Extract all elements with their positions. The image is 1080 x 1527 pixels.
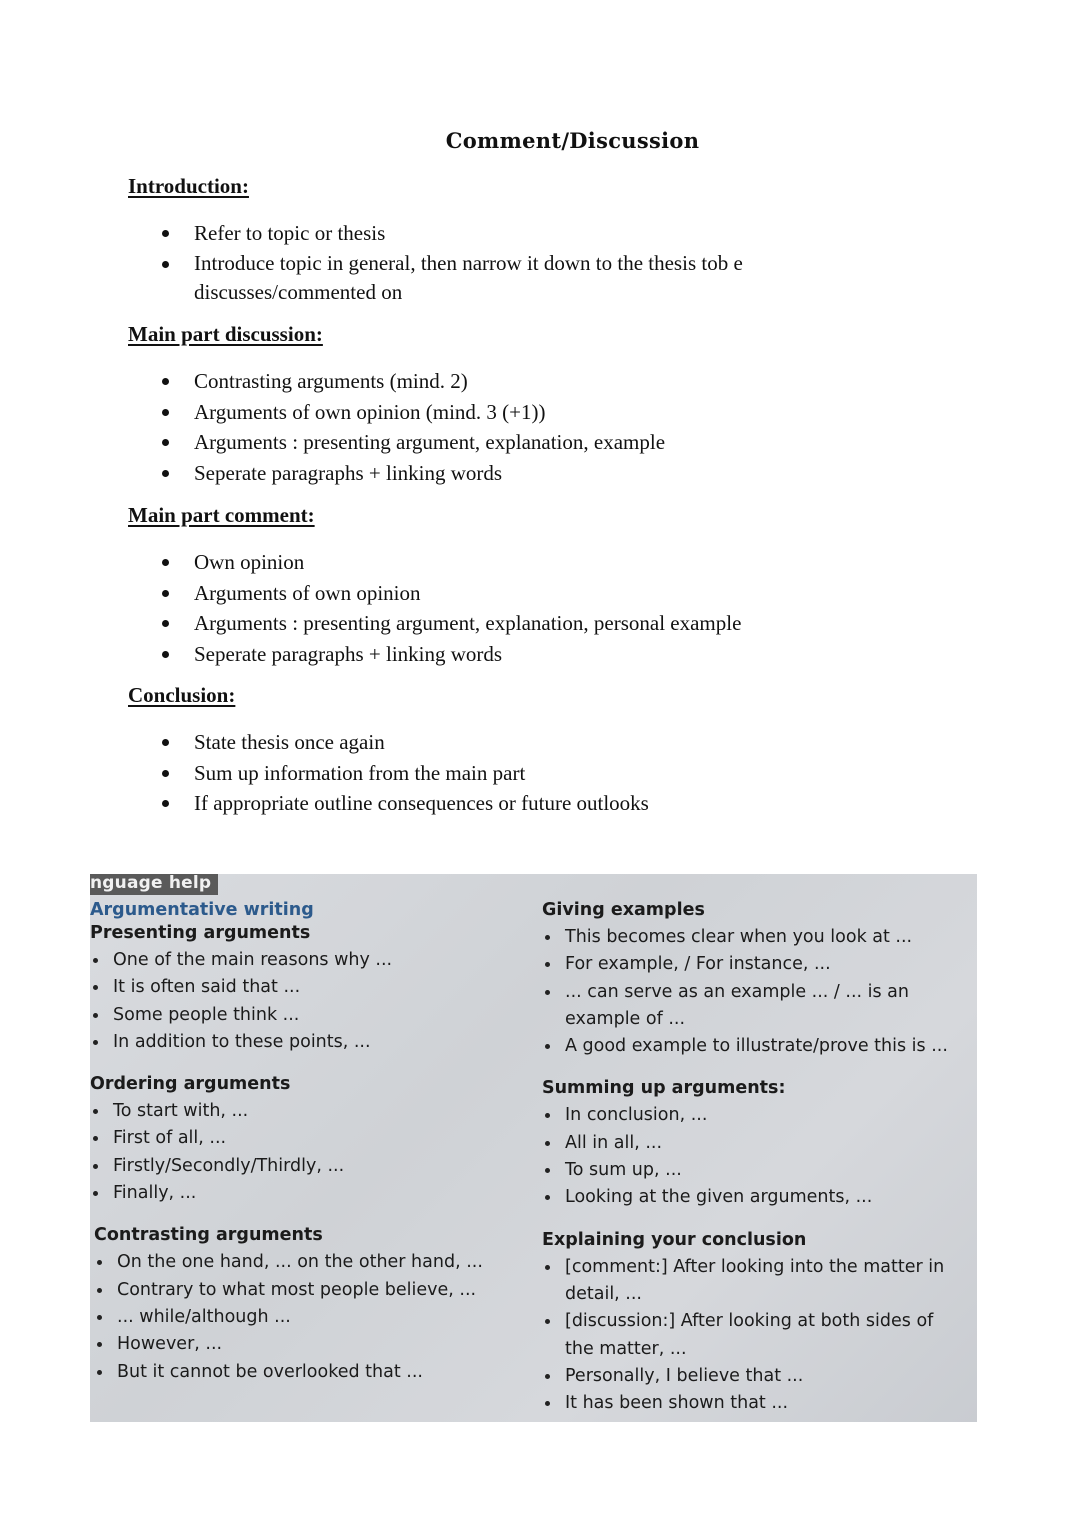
phrase-group-heading: Contrasting arguments: [94, 1225, 323, 1246]
bullet-icon: [162, 770, 169, 777]
bullet-icon: [545, 1113, 550, 1118]
bullet-icon: [97, 1342, 102, 1347]
section-heading: Introduction:: [128, 174, 249, 198]
section-heading: Conclusion:: [128, 683, 236, 707]
phrase-group-heading: Giving examples: [542, 900, 705, 920]
list-item: But it cannot be overlooked that ...: [94, 1359, 520, 1386]
bullet-icon: [162, 470, 169, 477]
phrase-list: [542, 924, 962, 1060]
bullet-icon: [162, 409, 169, 416]
list-item: Seperate paragraphs + linking words: [162, 458, 794, 489]
list-item: Contrary to what most people believe, ...: [94, 1277, 520, 1304]
list-item: Arguments : presenting argument, explanation, example: [162, 427, 794, 458]
bullet-icon: [93, 1013, 98, 1018]
list-item: Contrasting arguments (mind. 2): [162, 366, 794, 397]
list-item: Some people think ...: [90, 1002, 520, 1029]
note-list: [162, 218, 794, 307]
list-item: Firstly/Secondly/Thirdly, ...: [90, 1153, 520, 1180]
section-main-part-comment: [128, 503, 760, 669]
bullet-icon: [162, 739, 169, 746]
list-item: Finally, ...: [90, 1180, 520, 1207]
list-item: Arguments : presenting argument, explanation, personal example: [162, 608, 794, 639]
section-conclusion: [128, 683, 760, 819]
bullet-icon: [93, 985, 98, 990]
bullet-icon: [162, 439, 169, 446]
language-help-right-column: [542, 897, 962, 1417]
bullet-icon: [545, 1141, 550, 1146]
list-item: To sum up, ...: [542, 1157, 962, 1184]
bullet-icon: [93, 1191, 98, 1196]
list-item: Arguments of own opinion (mind. 3 (+1)): [162, 397, 794, 428]
list-item: One of the main reasons why ...: [90, 947, 520, 974]
language-help-subtitle: Argumentative writing: [90, 900, 314, 920]
list-item: Personally, I believe that ...: [542, 1363, 962, 1390]
list-item: For example, / For instance, ...: [542, 951, 962, 978]
page-title: Comment/Discussion: [445, 128, 700, 153]
bullet-icon: [545, 1168, 550, 1173]
list-item: To start with, ...: [90, 1098, 520, 1125]
bullet-icon: [545, 1374, 550, 1379]
list-item: Introduce topic in general, then narrow it down to the thesis tob e discusses/commented on: [162, 249, 794, 307]
list-item: ... can serve as an example ... / ... is an example of ...: [542, 979, 962, 1034]
section-introduction: [128, 174, 760, 307]
bullet-icon: [162, 620, 169, 627]
bullet-icon: [162, 590, 169, 597]
list-item: State thesis once again: [162, 727, 794, 758]
bullet-icon: [545, 935, 550, 940]
language-help-left-column: [90, 900, 520, 1386]
list-item: It is often said that ...: [90, 974, 520, 1001]
phrase-group-heading: Ordering arguments: [90, 1074, 291, 1095]
list-item: In addition to these points, ...: [90, 1029, 520, 1056]
bullet-icon: [545, 1265, 550, 1270]
list-item: [discussion:] After looking at both sides of the matter, ...: [542, 1308, 962, 1363]
phrase-list: [90, 1249, 520, 1385]
list-item: In conclusion, ...: [542, 1102, 962, 1129]
bullet-icon: [93, 1136, 98, 1141]
list-item: This becomes clear when you look at ...: [542, 924, 962, 951]
phrase-list: [90, 947, 520, 1056]
list-item: ... while/although ...: [94, 1304, 520, 1331]
list-item: Refer to topic or thesis: [162, 218, 794, 249]
list-item: Sum up information from the main part: [162, 758, 794, 789]
bullet-icon: [545, 1319, 550, 1324]
language-help-box: [90, 874, 977, 1422]
list-item: First of all, ...: [90, 1125, 520, 1152]
bullet-icon: [162, 800, 169, 807]
bullet-icon: [97, 1260, 102, 1265]
bullet-icon: [93, 958, 98, 963]
bullet-icon: [97, 1315, 102, 1320]
bullet-icon: [93, 1164, 98, 1169]
bullet-icon: [545, 990, 550, 995]
list-item: Arguments of own opinion: [162, 578, 794, 609]
list-item: [comment:] After looking into the matter in detail, ...: [542, 1254, 962, 1309]
bullet-icon: [162, 230, 169, 237]
list-item: If appropriate outline consequences or future outlooks: [162, 788, 794, 819]
list-item: However, ...: [94, 1331, 520, 1358]
bullet-icon: [97, 1370, 102, 1375]
bullet-icon: [162, 559, 169, 566]
section-heading: Main part comment:: [128, 503, 315, 527]
list-item: All in all, ...: [542, 1130, 962, 1157]
list-item: A good example to illustrate/prove this is ...: [542, 1033, 962, 1060]
phrase-list: [542, 1102, 962, 1211]
bullet-icon: [162, 261, 169, 268]
list-item: Seperate paragraphs + linking words: [162, 639, 794, 670]
bullet-icon: [93, 1040, 98, 1045]
list-item: On the one hand, ... on the other hand, ...: [94, 1249, 520, 1276]
bullet-icon: [97, 1288, 102, 1293]
section-main-part-discussion: [128, 322, 760, 488]
bullet-icon: [545, 1401, 550, 1406]
note-list: [162, 547, 794, 669]
list-item: Looking at the given arguments, ...: [542, 1184, 962, 1211]
list-item: It has been shown that ...: [542, 1390, 962, 1417]
section-heading: Main part discussion:: [128, 322, 323, 346]
language-help-tag: nguage help: [90, 874, 218, 895]
bullet-icon: [162, 378, 169, 385]
phrase-list: [542, 1254, 962, 1418]
note-list: [162, 727, 794, 819]
bullet-icon: [545, 1044, 550, 1049]
bullet-icon: [93, 1109, 98, 1114]
bullet-icon: [545, 962, 550, 967]
phrase-list: [90, 1098, 520, 1207]
phrase-group-heading: Presenting arguments: [90, 923, 311, 943]
bullet-icon: [162, 651, 169, 658]
phrase-group-heading: Summing up arguments:: [542, 1078, 786, 1099]
bullet-icon: [545, 1195, 550, 1200]
list-item: Own opinion: [162, 547, 794, 578]
phrase-group-heading: Explaining your conclusion: [542, 1229, 807, 1250]
note-list: [162, 366, 794, 488]
